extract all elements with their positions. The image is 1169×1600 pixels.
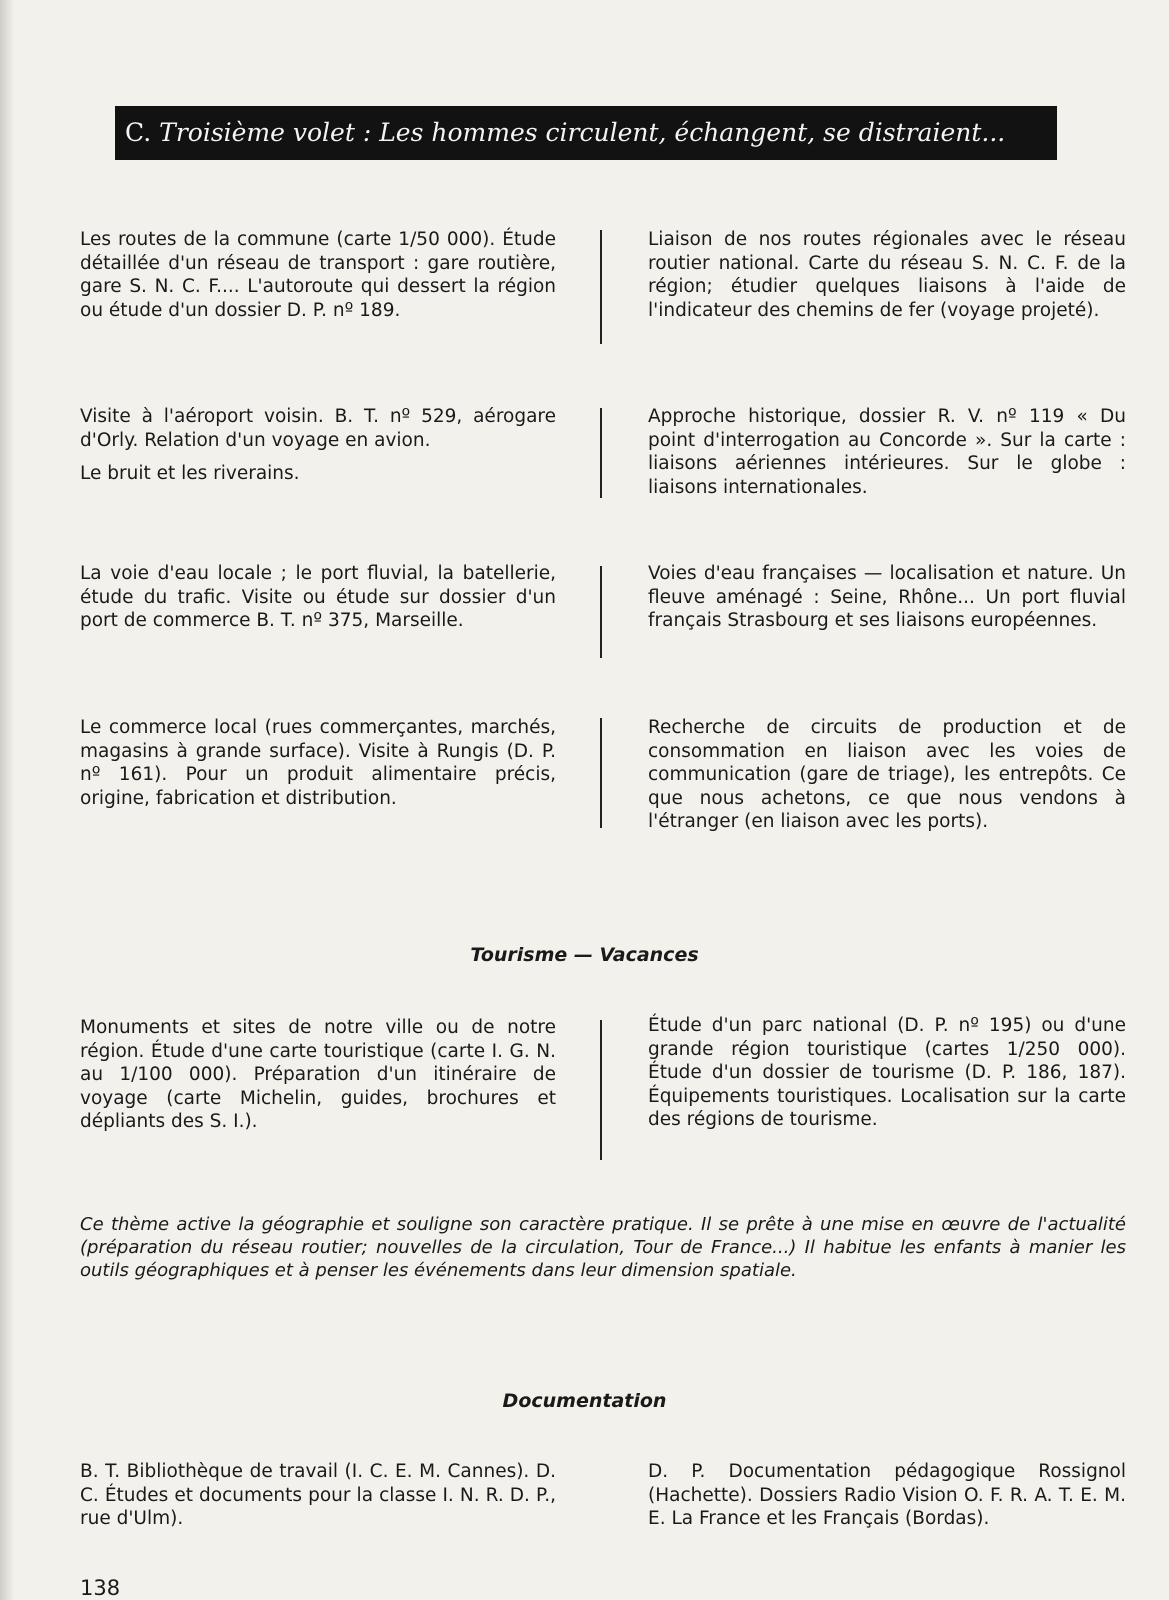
- page-edge: [0, 0, 14, 1600]
- column-divider: [600, 230, 602, 344]
- column-divider: [600, 408, 602, 498]
- row-2-left-text-1: Visite à l'aéroport voisin. B. T. nº 529, aérogare d'Orly. Relation d'un voyage en avion.: [80, 406, 556, 451]
- tourisme-right: [648, 1014, 1126, 1132]
- row-4-left: [80, 716, 556, 810]
- row-3-right-text: Voies d'eau françaises — localisation et nature. Un fleuve aménagé : Seine, Rhône... Un port fluvial français Strasbourg et ses liaisons européennes.: [648, 563, 1126, 631]
- row-3-right: [648, 562, 1126, 633]
- section-banner: [115, 106, 1057, 160]
- tourisme-right-text: Étude d'un parc national (D. P. nº 195) ou d'une grande région touristique (cartes 1/250 000). Étude d'un dossier de tourisme (D. P. 186, 187). Équipements touristiques. Localisation sur la carte des régions de tourisme.: [648, 1015, 1126, 1130]
- row-2-left: [80, 405, 556, 486]
- column-divider: [600, 566, 602, 658]
- tourisme-left-text: Monuments et sites de notre ville ou de notre région. Étude d'une carte touristique (carte I. G. N. au 1/100 000). Préparation d'un itinéraire de voyage (carte Michelin, guides, brochures et dépliants des S. I.).: [80, 1017, 556, 1132]
- page-number: 138: [80, 1576, 121, 1600]
- row-2-left-text-2: Le bruit et les riverains.: [80, 463, 300, 484]
- documentation-left-text: B. T. Bibliothèque de travail (I. C. E. M. Cannes). D. C. Études et documents pour la classe I. N. R. D. P., rue d'Ulm).: [80, 1461, 556, 1529]
- column-divider: [600, 718, 602, 828]
- row-4-left-text: Le commerce local (rues commerçantes, marchés, magasins à grande surface). Visite à Rungis (D. P. nº 161). Pour un produit alimentaire précis, origine, fabrication et distribution.: [80, 717, 556, 809]
- section-title: Troisième volet : Les hommes circulent, échangent, se distraient...: [159, 118, 1006, 147]
- section-letter: C.: [125, 118, 152, 147]
- row-4-right: [648, 716, 1126, 834]
- column-divider: [600, 1020, 602, 1160]
- row-4-right-text: Recherche de circuits de production et de consommation en liaison avec les voies de communication (gare de triage), les entrepôts. Ce que nous achetons, ce que nous vendons à l'étranger (en liaison avec les ports).: [648, 717, 1126, 832]
- row-2-right: [648, 405, 1126, 499]
- tourisme-heading: Tourisme — Vacances: [470, 944, 699, 966]
- summary-note: Ce thème active la géographie et souligne son caractère pratique. Il se prête à une mise en œuvre de l'actualité (préparation du réseau routier; nouvelles de la circulation, Tour de France...) Il habitue les enfants à manier les outils géographiques et à penser les événements dans leur dimension spatiale.: [80, 1214, 1126, 1281]
- row-3-left: [80, 562, 556, 633]
- row-1-right-text: Liaison de nos routes régionales avec le réseau routier national. Carte du réseau S. N. C. F. de la région; étudier quelques liaisons à l'aide de l'indicateur des chemins de fer (voyage projeté).: [648, 229, 1126, 321]
- row-1-left: [80, 228, 556, 322]
- documentation-heading: Documentation: [502, 1390, 667, 1412]
- tourisme-left: [80, 1016, 556, 1134]
- documentation-left: [80, 1460, 556, 1531]
- documentation-right-text: D. P. Documentation pédagogique Rossignol (Hachette). Dossiers Radio Vision O. F. R. A. T. E. M. E. La France et les Français (Bordas).: [648, 1461, 1126, 1529]
- row-3-left-text: La voie d'eau locale ; le port fluvial, la batellerie, étude du trafic. Visite ou étude sur dossier d'un port de commerce B. T. nº 375, Marseille.: [80, 563, 556, 631]
- row-1-left-text: Les routes de la commune (carte 1/50 000). Étude détaillée d'un réseau de transport : gare routière, gare S. N. C. F.... L'autoroute qui dessert la région ou étude d'un dossier D. P. nº 189.: [80, 229, 556, 321]
- row-1-right: [648, 228, 1126, 322]
- row-2-right-text: Approche historique, dossier R. V. nº 119 « Du point d'interrogation au Concorde ». Sur la carte : liaisons aériennes intérieures. Sur le globe : liaisons internationales.: [648, 406, 1126, 498]
- documentation-right: [648, 1460, 1126, 1531]
